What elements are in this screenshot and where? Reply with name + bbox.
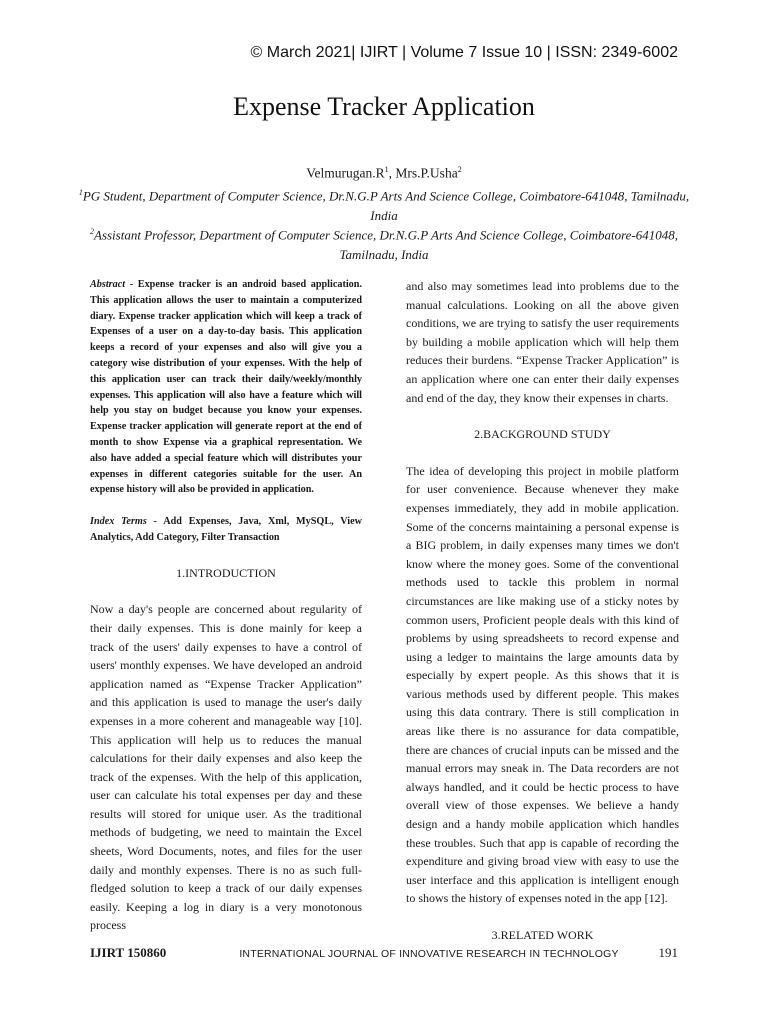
section-heading-related-work: 3.RELATED WORK bbox=[491, 928, 594, 942]
page-footer bbox=[90, 945, 678, 961]
author-name: Mrs.P.Usha bbox=[395, 165, 458, 181]
paper-id: IJIRT 150860 bbox=[90, 945, 167, 960]
author-affiliation-marker: 1 bbox=[384, 165, 389, 174]
affiliation-text: Assistant Professor, Department of Computer Science, Dr.N.G.P Arts And Science College, Coimbatore-641048, Tamilnadu, India bbox=[94, 227, 678, 263]
index-terms bbox=[90, 514, 362, 546]
abstract-label: Abstract - bbox=[90, 279, 134, 290]
affiliation bbox=[75, 222, 693, 265]
section-heading-introduction: 1.INTRODUCTION bbox=[176, 565, 276, 580]
index-terms-label: Index Terms - bbox=[90, 516, 158, 528]
author-name: Velmurugan.R bbox=[306, 165, 385, 181]
section-heading-background: 2.BACKGROUND STUDY bbox=[474, 427, 611, 442]
introduction-paragraph: Now a day's people are concerned about regularity of their daily expenses. This is done mainly for keep a track of the users' daily expenses to have a control of users' monthly expenses. We have developed an android application named as “Expense Tracker Application” and this application is used to manage the user's daily expenses in a more coherent and manageable way [10]. This application will help us to reduces the manual calculations for their daily expenses and also keep the track of the expenses. With the help of this application, user can calculate his total expenses per day and these results will stored for unique user. As the traditional methods of budgeting, we need to maintain the Excel sheets, Word Documents, notes, and files for the user daily and monthly expenses. There is no as such full-fledged solution to keep a track of our daily expenses easily. Keeping a log in diary is a very monotonous process bbox=[90, 602, 362, 933]
introduction-continued-paragraph: and also may sometimes lead into problems due to the manual calculations. Looking on all the above given conditions, we are trying to satisfy the user requirements by building a mobile application which will help them reduces their burdens. “Expense Tracker Application” is an application where one can enter their daily expenses and end of the day, they know their expenses in charts. bbox=[406, 279, 679, 405]
affiliation-text: PG Student, Department of Computer Science, Dr.N.G.P Arts And Science College, Coimbatore-641048, Tamilnadu, India bbox=[82, 188, 690, 224]
journal-masthead: © March 2021| IJIRT | Volume 7 Issue 10 | ISSN: 2349-6002 bbox=[250, 44, 678, 61]
author-separator: , bbox=[388, 165, 396, 181]
paper-title: Expense Tracker Application bbox=[233, 92, 535, 121]
page-number: 191 bbox=[658, 945, 678, 960]
author-affiliation-marker: 2 bbox=[457, 165, 462, 174]
author-list bbox=[0, 165, 768, 182]
right-column bbox=[406, 277, 679, 963]
left-column bbox=[90, 277, 362, 935]
index-terms-text: Add Expenses, Java, Xml, MySQL, View Analytics, Add Category, Filter Transaction bbox=[90, 516, 362, 543]
affiliation-marker: 2 bbox=[90, 227, 94, 236]
abstract bbox=[90, 277, 362, 498]
abstract-text: Expense tracker is an android based application. This application allows the user to maintain a computerized diary. Expense tracker application which will keep a track of Expenses of a user on a day-to-day basis. This application keeps a record of your expenses and also will give you a category wise distribution of your expenses. With the help of this application user can track their daily/weekly/monthly expenses. This application will also have a feature which will help you stay on budget because you know your expenses. Expense tracker application will generate report at the end of month to show Expense via a graphical representation. We also have added a special feature which will distributes your expenses in different categories suitable for the user. An expense history will also be provided in application. bbox=[90, 279, 362, 496]
background-paragraph: The idea of developing this project in mobile platform for user convenience. Because whenever they make expenses immediately, they add in mobile application. Some of the concerns maintaining a personal expense is a BIG problem, in daily expenses many times we don't know where the money goes. Some of the conventional methods used to tackle this problem in normal circumstances are like making use of a sticky notes by common users, Proficient people deals with this kind of problems by using spreadsheets to record expense and using a ledger to maintains the large amounts data by especially by expert people. As this shows that it is various methods used by different people. This makes using this data contrary. There is still complication in areas like there is no assurance for data compatible, there are chances of crucial inputs can be missed and the manual errors may sneak in. The Data recorders are not always handled, and it could be hectic process to have overall view of those expenses. We believe a handy design and a handy mobile application which handles these troubles. Such that app is capable of recording the expenditure and giving broad view with easy to use the user interface and this application is intelligent enough to shows the history of expenses noted in the app [12]. bbox=[406, 463, 679, 906]
journal-name: INTERNATIONAL JOURNAL OF INNOVATIVE RESEARCH IN TECHNOLOGY bbox=[239, 948, 619, 960]
affiliation bbox=[75, 183, 693, 226]
affiliation-marker: 1 bbox=[78, 188, 83, 197]
